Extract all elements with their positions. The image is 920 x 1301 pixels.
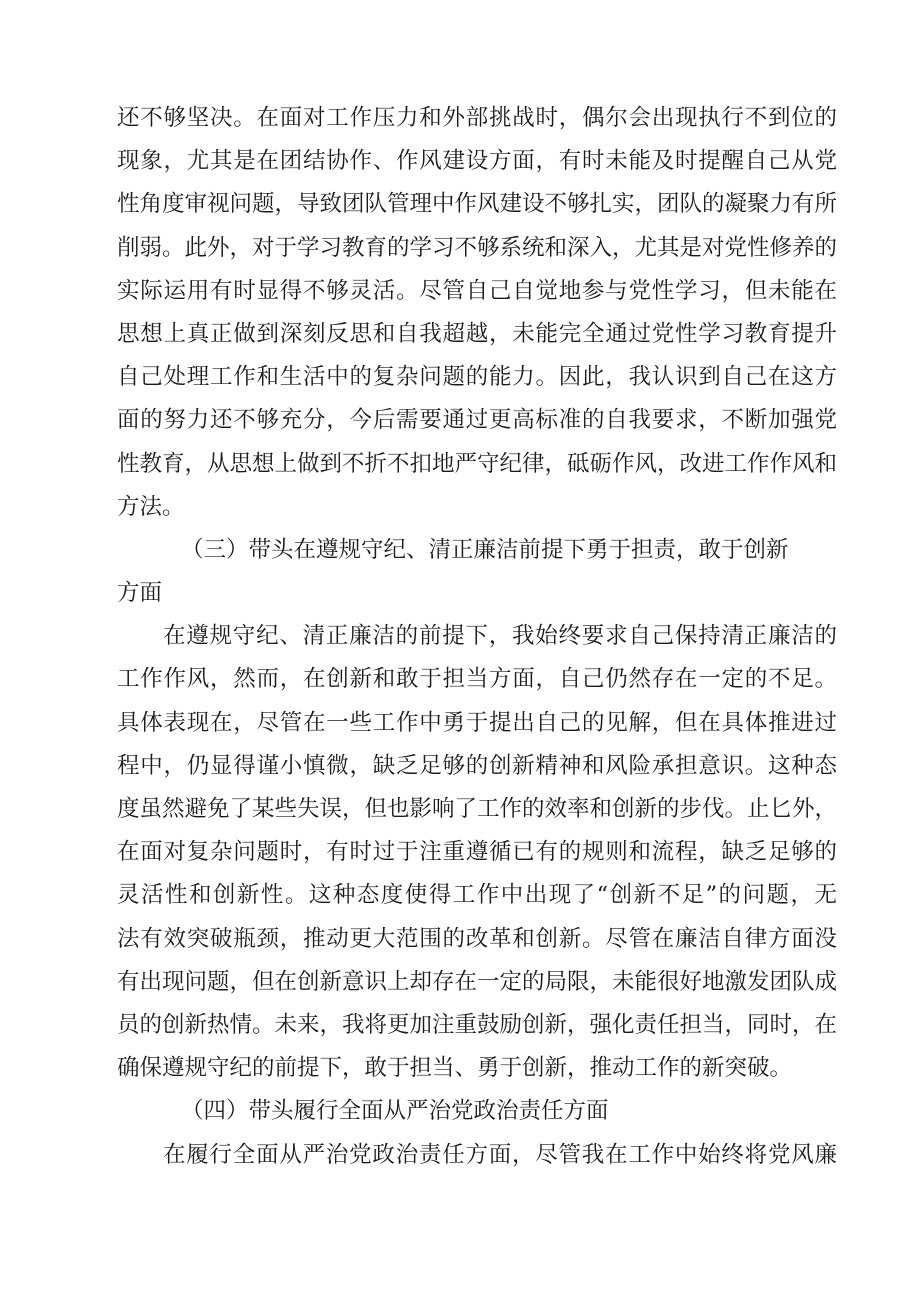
text-line: 性教育，从思想上做到不折不扣地严守纪律，砥砺作风，改进工作作风和 [117, 450, 837, 477]
text-line: 现象，尤其是在团结协作、作风建设方面，有时未能及时提醒自己从党 [117, 148, 837, 175]
text-line: 工作作风，然而，在创新和敢于担当方面，自己仍然存在一定的不足。 [117, 666, 837, 693]
text-line: 性角度审视问题，导致团队管理中作风建设不够扎实，团队的凝聚力有所 [117, 191, 837, 218]
paragraph-strict-governance [117, 1134, 837, 1177]
text-line: 员的创新热情。未来，我将更加注重鼓励创新，强化责任担当，同时，在 [117, 1011, 837, 1038]
text-line: 在面对复杂问题时，有时过于注重遵循已有的规则和流程，缺乏足够的 [117, 839, 837, 866]
text-line: 在履行全面从严治党政治责任方面，尽管我在工作中始终将党风廉 [163, 1141, 837, 1168]
text-line: 方法。 [117, 493, 185, 520]
text-line: 程中，仍显得谨小慎微，缺乏足够的创新精神和风险承担意识。这种态 [117, 752, 837, 779]
text-line: 确保遵规守纪的前提下，敢于担当、勇于创新，推动工作的新突破。 [117, 1055, 793, 1082]
text-line: 自己处理工作和生活中的复杂问题的能力。因此，我认识到自己在这方 [117, 364, 837, 391]
text-line: 削弱。此外，对于学习教育的学习不够系统和深入，尤其是对党性修养的 [117, 234, 837, 261]
section-heading-4 [117, 1090, 837, 1133]
text-line: 法有效突破瓶颈，推动更大范围的改革和创新。尽管在廉洁自律方面没 [117, 925, 837, 952]
text-line: 思想上真正做到深刻反思和自我超越，未能完全通过党性学习教育提升 [117, 320, 837, 347]
paragraph-party-spirit [117, 97, 837, 529]
text-line: 有出现问题，但在创新意识上却存在一定的局限，未能很好地激发团队成 [117, 968, 837, 995]
text-line: 还不够坚决。在面对工作压力和外部挑战时，偶尔会出现执行不到位的 [117, 105, 837, 131]
heading-line: （三）带头在遵规守纪、清正廉洁前提下勇于担责，敢于创新 [181, 536, 789, 563]
text-line: 面的努力还不够充分，今后需要通过更高标准的自我要求，不断加强党 [117, 407, 837, 434]
text-line: 具体表现在，尽管在一些工作中勇于提出自己的见解，但在具体推进过 [117, 709, 837, 736]
document-body [117, 97, 837, 1177]
text-line: 灵活性和创新性。这种态度使得工作中出现了“创新不足”的问题，无 [117, 882, 837, 909]
text-line: 在遵规守纪、清正廉洁的前提下，我始终要求自己保持清正廉洁的 [163, 623, 837, 650]
section-heading-3 [117, 529, 837, 615]
heading-line: 方面 [117, 580, 163, 607]
heading-line: （四）带头履行全面从严治党政治责任方面 [181, 1098, 609, 1125]
paragraph-innovation [117, 615, 837, 1090]
text-line: 实际运用有时显得不够灵活。尽管自己自觉地参与党性学习，但未能在 [117, 277, 837, 304]
text-line: 度虽然避免了某些失误，但也影响了工作的效率和创新的步伐。止匕外， [117, 796, 837, 822]
